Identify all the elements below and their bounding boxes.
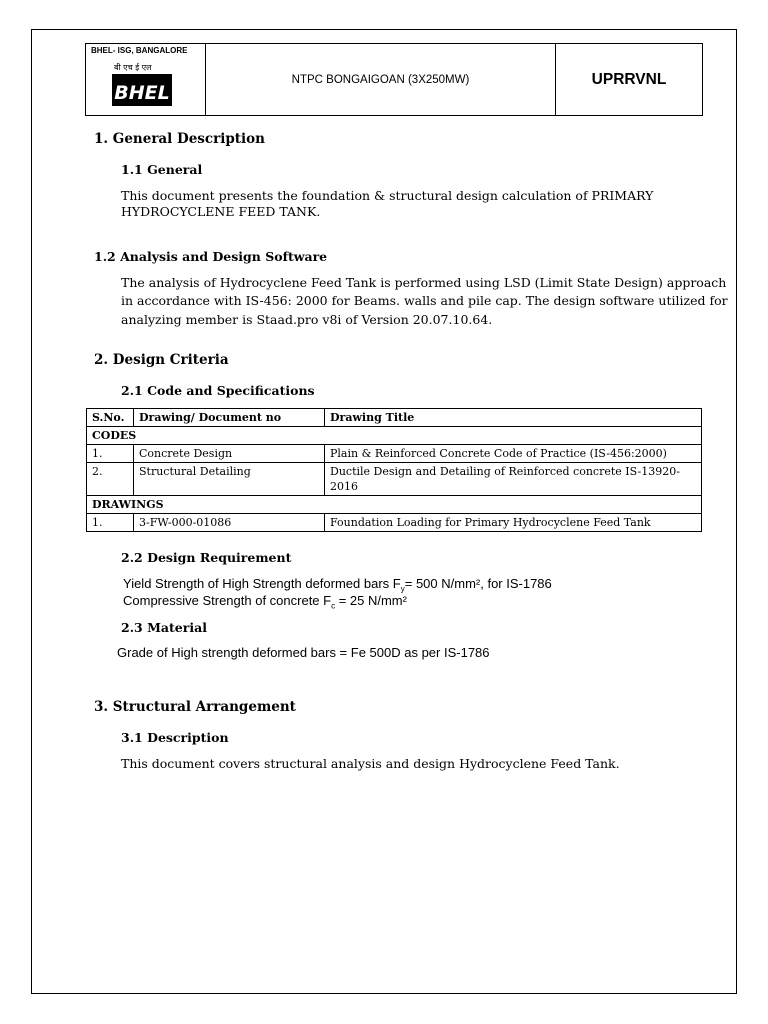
table-cell: Foundation Loading for Primary Hydrocyclene Feed Tank [325, 514, 702, 532]
org-name: BHEL- ISG, BANGALORE [91, 46, 188, 55]
table-row [87, 445, 702, 463]
table-cell: 1. [87, 514, 134, 532]
group-label-codes: CODES [87, 427, 702, 445]
section-1-2-line1: The analysis of Hydrocyclene Feed Tank is performed using LSD (Limit State Design) approach [121, 275, 727, 290]
section-1-1-line2: HYDROCYCLENE FEED TANK. [121, 204, 321, 219]
yield-strength-line [123, 576, 552, 594]
table-group-row [87, 496, 702, 514]
project-name: NTPC BONGAIGOAN (3X250MW) [206, 44, 556, 115]
svg-text:BHEL: BHEL [114, 82, 170, 104]
svg-text:बी एच ई एल: बी एच ई एल [114, 63, 152, 72]
header-logo-cell [86, 44, 206, 115]
section-3-title: 3. Structural Arrangement [94, 699, 296, 715]
compressive-strength-text-b: = 25 N/mm² [335, 593, 407, 608]
section-2-2-title: 2.2 Design Requirement [121, 550, 292, 565]
section-1-title: 1. General Description [94, 131, 265, 147]
yield-strength-subscript: y [400, 584, 405, 594]
bhel-logo-icon [110, 60, 174, 110]
table-cell: 1. [87, 445, 134, 463]
table-row [87, 514, 702, 532]
section-2-1-title: 2.1 Code and Specifications [121, 383, 315, 398]
table-cell: 2. [87, 463, 134, 496]
section-1-2-line3: analyzing member is Staad.pro v8i of Version 20.07.10.64. [121, 312, 493, 327]
compressive-strength-line [123, 593, 407, 611]
section-3-1-line1: This document covers structural analysis and design Hydrocyclene Feed Tank. [121, 756, 620, 771]
section-2-title: 2. Design Criteria [94, 352, 229, 368]
table-header-cell: Drawing Title [325, 409, 702, 427]
table-row [87, 463, 702, 496]
table-group-row [87, 427, 702, 445]
group-label-drawings: DRAWINGS [87, 496, 702, 514]
table-header-cell: S.No. [87, 409, 134, 427]
specifications-table [86, 408, 702, 532]
yield-strength-text-b: = 500 N/mm², for IS-1786 [404, 576, 552, 591]
header-table [85, 43, 703, 116]
yield-strength-text-a: Yield Strength of High Strength deformed bars F [123, 576, 401, 591]
section-1-2-line2: in accordance with IS-456: 2000 for Beams. walls and pile cap. The design software utilized for [121, 293, 728, 308]
table-header-cell: Drawing/ Document no [134, 409, 325, 427]
section-2-3-title: 2.3 Material [121, 620, 207, 635]
table-cell: Concrete Design [134, 445, 325, 463]
section-3-1-title: 3.1 Description [121, 730, 229, 745]
compressive-strength-text-a: Compressive Strength of concrete F [123, 593, 332, 608]
table-cell: Ductile Design and Detailing of Reinforced concrete IS-13920-2016 [325, 463, 702, 496]
client-name: UPRRVNL [591, 70, 667, 88]
section-2-3-line1: Grade of High strength deformed bars = Fe 500D as per IS-1786 [117, 645, 490, 660]
table-cell: Plain & Reinforced Concrete Code of Practice (IS-456:2000) [325, 445, 702, 463]
section-1-1-line1: This document presents the foundation & structural design calculation of PRIMARY [121, 188, 654, 203]
compressive-strength-subscript: c [331, 601, 336, 611]
section-1-2-title: 1.2 Analysis and Design Software [94, 249, 328, 264]
table-cell: Structural Detailing [134, 463, 325, 496]
table-cell: 3-FW-000-01086 [134, 514, 325, 532]
section-1-1-title: 1.1 General [121, 162, 203, 177]
table-header-row [87, 409, 702, 427]
